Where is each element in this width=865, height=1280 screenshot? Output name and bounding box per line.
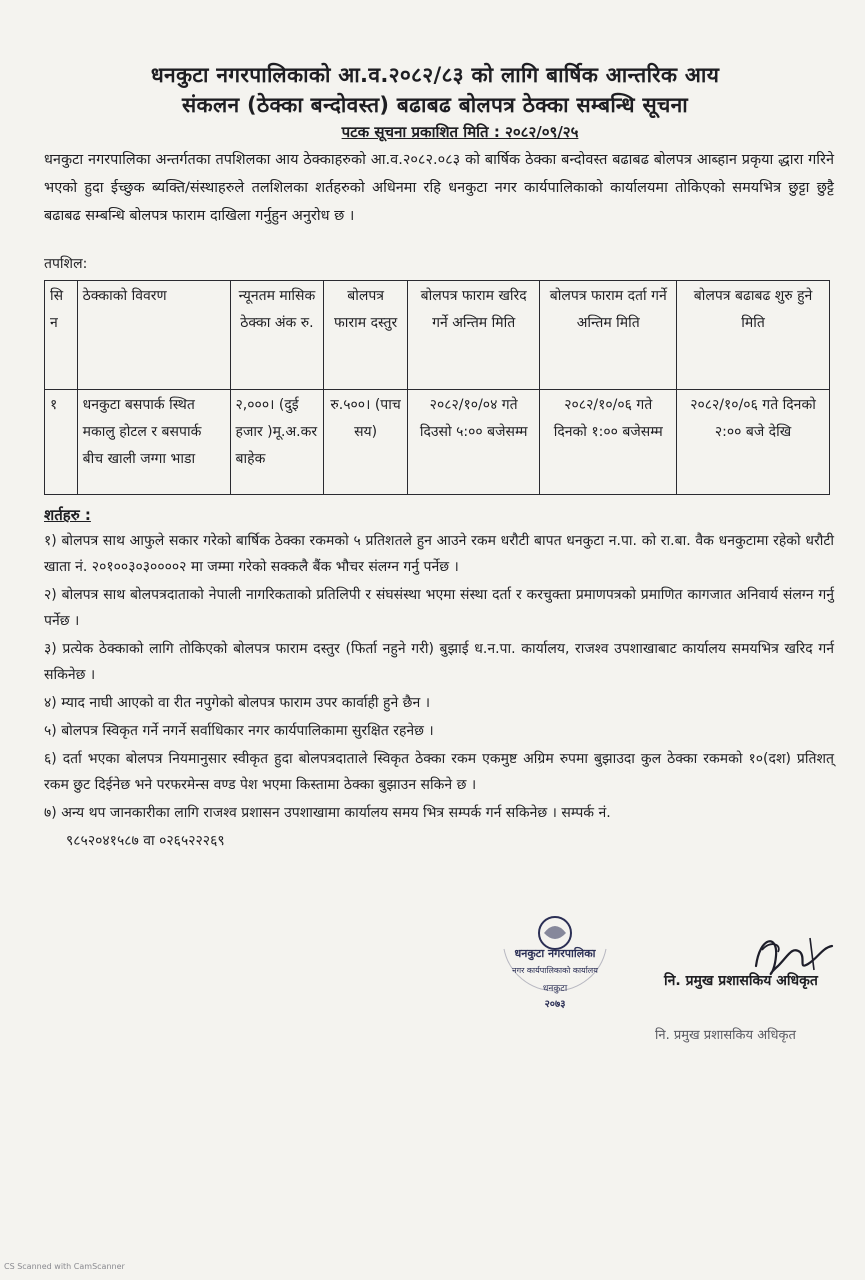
term-item: १) बोलपत्र साथ आफुले सकार गरेको बार्षिक ठेक्का रकमको ५ प्रतिशतले हुन आउने रकम धरौटी बापत धनकुटा न.पा. को रा.बा. वैक धनकुटामा रहेको धरौटी खाता नं. २०१००३०३००००२ मा जम्मा गरेको सक्कलै बैंक भौचर संलग्न गर्नु पर्नेछ । [44, 533, 834, 575]
term-item: ४) म्याद नाघी आएको वा रीत नपुगेको बोलपत्र फाराम उपर कार्वाही हुने छैन । [44, 695, 430, 711]
cell-bidding-start: २०८२/१०/०६ गते दिनको २:०० बजे देखि [677, 390, 830, 495]
notice-title-line1: धनकुटा नगरपालिकाको आ.व.२०८२/८३ को लागि बार्षिक आन्तरिक आय [150, 63, 720, 87]
header-min-amount: न्यूनतम मासिक ठेक्का अंक रु. [230, 281, 324, 390]
term-item: ७) अन्य थप जानकारीका लागि राजश्व प्रशासन उपशाखामा कार्यालय समय भित्र सम्पर्क गर्न सकिनेछ । सम्पर्क नं. [44, 805, 611, 821]
scanner-mark: CS Scanned with CamScanner [4, 1262, 125, 1271]
term-item: ६) दर्ता भएका बोलपत्र नियमानुसार स्वीकृत हुदा बोलपत्रदाताले स्विकृत ठेक्का रकम एकमुष्ट अग्रिम रुपमा बुझाउदा कुल ठेक्का रकमको १०(दश) प्रतिशत् रकम छुट दिईनेछ भने परफरमेन्स वण्ड पेश भएमा किस्तामा ठेक्का बुझाउन सकिने छ । [44, 751, 834, 793]
header-bidding-start: बोलपत्र बढाबढ शुरु हुने मिति [677, 281, 830, 390]
notice-title-line2: संकलन (ठेक्का बन्दोवस्त) बढाबढ बोलपत्र ठेक्का सम्बन्धि सूचना [182, 93, 688, 117]
term-item: ३) प्रत्येक ठेक्काको लागि तोकिएको बोलपत्र फाराम दस्तुर (फिर्ता नहुने गरी) बुझाई ध.न.पा. कार्यालय, राजश्व उपशाखाबाट कार्यालय समयभित्र खरिद गर्न सकिनेछ । [44, 641, 834, 683]
officer-title-faint: नि. प्रमुख प्रशासकिय अधिकृत [655, 1028, 796, 1043]
cell-form-fee: रु.५००। (पाच सय) [324, 390, 408, 495]
officer-title: नि. प्रमुख प्रशासकिय अधिकृत [664, 973, 818, 989]
header-form-fee: बोलपत्र फाराम दस्तुर [324, 281, 408, 390]
header-registration-deadline: बोलपत्र फाराम दर्ता गर्ने अन्तिम मिति [540, 281, 677, 390]
tender-table [44, 280, 830, 495]
table-header-row [45, 281, 830, 390]
cell-min-amount: २,०००। (दुई हजार )मू.अ.कर बाहेक [230, 390, 324, 495]
intro-paragraph: धनकुटा नगरपालिका अन्तर्गतका तपशिलका आय ठेक्काहरुको आ.व.२०८२.०८३ को बार्षिक ठेक्का बन्दोवस्त बढाबढ बोलपत्र आब्हान प्रकृया द्धारा गरिने भएको हुदा ईच्छुक ब्यक्ति/संस्थाहरुले तलशिलका शर्तहरुको अधिनमा रहि धनकुटा नगर कार्यपालिकाको कार्यालयमा तोकिएको समयभित्र छुट्टा छुट्टै बढाबढ सम्बन्धि बोलपत्र फाराम दाखिला गर्नुहुन अनुरोध छ । [44, 152, 834, 224]
cell-registration-deadline: २०८२/१०/०६ गते दिनको १:०० बजेसम्म [540, 390, 677, 495]
table-row [45, 390, 830, 495]
municipality-seal-icon [490, 895, 620, 1025]
tapashil-label: तपशिल: [44, 256, 88, 272]
publication-date: पटक सूचना प्रकाशित मिति : २०८२/०९/२५ [341, 123, 579, 141]
terms-heading: शर्तहरु : [44, 506, 91, 524]
cell-purchase-deadline: २०८२/१०/०४ गते दिउसो ५:०० बजेसम्म [407, 390, 540, 495]
contact-numbers: ९८५२०४१५८७ वा ०२६५२२२६९ [66, 833, 225, 849]
header-description: ठेक्काको विवरण [77, 281, 230, 390]
seal-text-place: धनकुटा [542, 984, 568, 994]
term-item: ५) बोलपत्र स्विकृत गर्ने नगर्ने सर्वाधिकार नगर कार्यपालिकामा सुरक्षित रहनेछ । [44, 723, 434, 739]
terms-list [44, 528, 834, 856]
header-sn: सि न [45, 281, 78, 390]
seal-text-mid: नगर कार्यपालिकाको कार्यालय [512, 966, 598, 975]
cell-sn: १ [45, 390, 78, 495]
header-purchase-deadline: बोलपत्र फाराम खरिद गर्ने अन्तिम मिति [407, 281, 540, 390]
seal-text-top: धनकुटा नगरपालिका [514, 947, 596, 960]
term-item: २) बोलपत्र साथ बोलपत्रदाताको नेपाली नागरिकताको प्रतिलिपी र संघसंस्था भएमा संस्था दर्ता र करचुक्ता प्रमाणपत्रको प्रमाणित कागजात अनिवार्य संलग्न गर्नु पर्नेछ । [44, 587, 834, 629]
seal-text-year: २०७३ [544, 999, 566, 1010]
cell-description: धनकुटा बसपार्क स्थित मकालु होटल र बसपार्क बीच खाली जग्गा भाडा [77, 390, 230, 495]
